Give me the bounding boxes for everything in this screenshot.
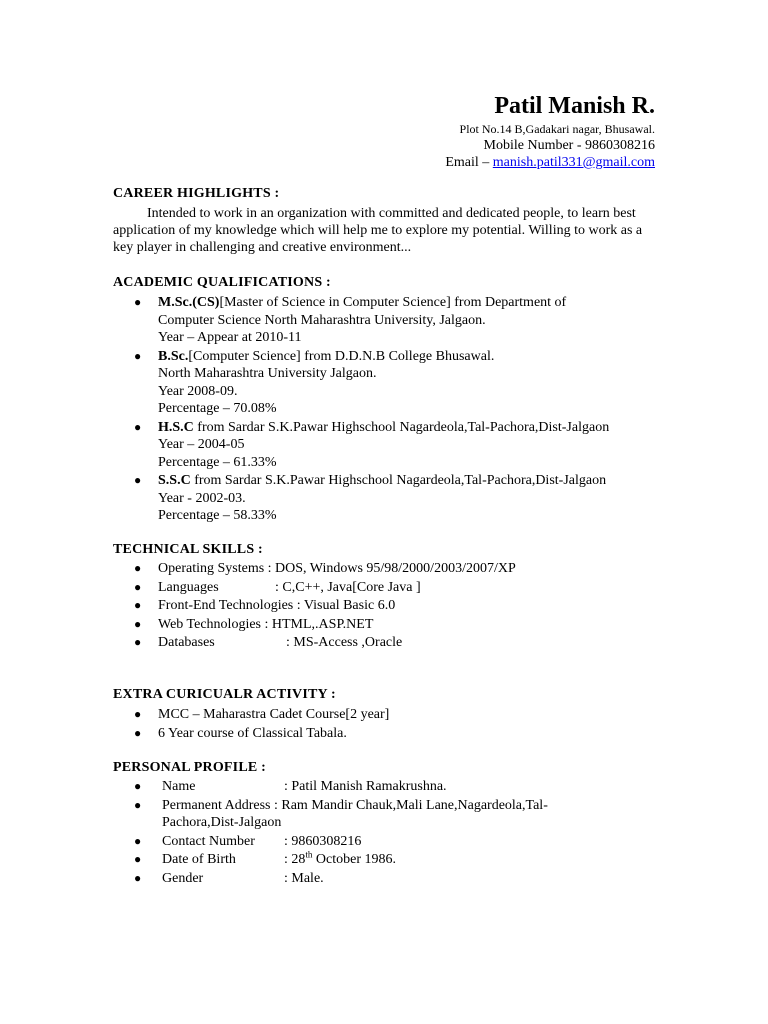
list-item [113, 616, 673, 634]
personal-profile-list [113, 778, 673, 888]
academic-list [113, 294, 673, 526]
skill-label: Databases [158, 635, 215, 650]
skill-value: : C,C++, Java[Core Java ] [275, 579, 421, 595]
degree-percentage: Percentage – 61.33% [158, 454, 277, 470]
bullet-icon: ● [134, 616, 142, 631]
resume-header [445, 91, 655, 171]
bullet-icon: ● [134, 797, 142, 812]
skill-label: Web Technologies [158, 616, 261, 632]
list-item [113, 634, 673, 652]
list-item [113, 348, 673, 418]
degree-detail: North Maharashtra University Jalgaon. [158, 366, 377, 381]
career-highlights-text [113, 205, 658, 256]
bullet-icon: ● [134, 635, 142, 649]
degree-percentage: Percentage – 70.08% [158, 401, 277, 416]
profile-label: Contact Number [162, 833, 255, 849]
email-line [445, 154, 655, 171]
degree-detail: from Sardar S.K.Pawar Highschool Nagardeola,Tal-Pachora,Dist-Jalgaon [193, 419, 610, 435]
dob-ordinal: th [305, 849, 313, 860]
mobile-number: Mobile Number - 9860308216 [483, 138, 655, 153]
degree-year: Year – 2004-05 [158, 437, 245, 452]
degree-percentage: Percentage – 58.33% [158, 508, 277, 523]
list-item [113, 725, 673, 743]
bullet-icon: ● [134, 852, 142, 866]
list-item [113, 870, 673, 888]
list-item [113, 294, 673, 347]
extra-activity-heading: EXTRA CURICUALR ACTIVITY : [113, 687, 336, 702]
profile-label: Gender [162, 870, 204, 886]
bullet-icon: ● [134, 348, 142, 363]
degree-name: S.S.C [158, 473, 191, 488]
list-item [113, 579, 673, 597]
bullet-icon: ● [134, 707, 142, 721]
list-item [113, 419, 673, 472]
list-item [113, 833, 673, 851]
bullet-icon: ● [134, 473, 142, 487]
bullet-icon: ● [134, 561, 142, 575]
bullet-icon: ● [134, 579, 142, 594]
bullet-icon: ● [134, 295, 142, 309]
skills-list [113, 560, 673, 653]
personal-profile-heading: PERSONAL PROFILE : [113, 760, 266, 775]
email-link[interactable]: manish.patil331@gmail.com [492, 155, 655, 170]
career-highlights-heading: CAREER HIGHLIGHTS : [113, 186, 280, 201]
profile-label: Name [162, 779, 196, 794]
degree-name: M.Sc.(CS) [158, 295, 220, 310]
dob-day: : 28 [284, 852, 306, 867]
bullet-icon: ● [134, 419, 142, 434]
extra-activity-list [113, 706, 673, 743]
profile-value: : 9860308216 [284, 833, 362, 849]
activity-text: MCC – Maharastra Cadet Course[2 year] [158, 707, 390, 722]
list-item [113, 560, 673, 578]
career-text: Intended to work in an organization with committed and dedicated people, to learn best application of my knowledge which will help me to explore my potential. Willing to work as a key player in challenging and creative environment... [113, 206, 643, 255]
skill-value: : HTML,.ASP.NET [264, 616, 374, 632]
profile-label: Permanent Address [162, 797, 271, 813]
profile-value: : Patil Manish Ramakrushna. [284, 779, 447, 794]
degree-detail: [Computer Science] from D.D.N.B College Bhusawal. [188, 348, 495, 364]
degree-detail: Computer Science North Maharashtra University, Jalgaon. [158, 312, 486, 328]
skill-label: Front-End Technologies [158, 598, 294, 613]
profile-value [284, 849, 396, 867]
profile-value: : Male. [284, 870, 324, 886]
degree-name: B.Sc. [158, 348, 189, 364]
list-item [113, 597, 673, 615]
list-item [113, 472, 673, 525]
academic-heading: ACADEMIC QUALIFICATIONS : [113, 275, 331, 290]
degree-year: Year 2008-09. [158, 383, 238, 399]
list-item [113, 778, 673, 796]
bullet-icon: ● [134, 833, 142, 848]
degree-detail: [Master of Science in Computer Science] from Department of [219, 295, 567, 310]
skill-value: : Visual Basic 6.0 [296, 598, 396, 613]
degree-detail: from Sardar S.K.Pawar Highschool Nagardeola,Tal-Pachora,Dist-Jalgaon [190, 473, 607, 488]
skill-label: Operating Systems [158, 561, 265, 576]
profile-label: Date of Birth [162, 852, 236, 867]
candidate-name: Patil Manish R. [494, 93, 655, 119]
skill-label: Languages [158, 579, 219, 595]
skill-value: : MS-Access ,Oracle [286, 635, 403, 650]
list-item [113, 797, 673, 832]
profile-value-cont: Pachora,Dist-Jalgaon [162, 815, 282, 830]
bullet-icon: ● [134, 598, 142, 612]
bullet-icon: ● [134, 725, 142, 740]
dob-month-year: October 1986. [312, 852, 396, 867]
email-prefix: Email – [445, 155, 493, 170]
degree-year: Year - 2002-03. [158, 490, 246, 506]
list-item [113, 706, 673, 724]
postal-address: Plot No.14 B,Gadakari nagar, Bhusawal. [459, 122, 655, 136]
degree-name: H.S.C [158, 419, 194, 435]
activity-text: 6 Year course of Classical Tabala. [158, 725, 347, 741]
bullet-icon: ● [134, 870, 142, 885]
skill-value: : DOS, Windows 95/98/2000/2003/2007/XP [267, 561, 516, 576]
list-item [113, 851, 673, 869]
technical-skills-heading: TECHNICAL SKILLS : [113, 542, 263, 557]
profile-value: : Ram Mandir Chauk,Mali Lane,Nagardeola,Tal- [273, 797, 548, 813]
degree-year: Year – Appear at 2010-11 [158, 330, 302, 345]
bullet-icon: ● [134, 779, 142, 793]
